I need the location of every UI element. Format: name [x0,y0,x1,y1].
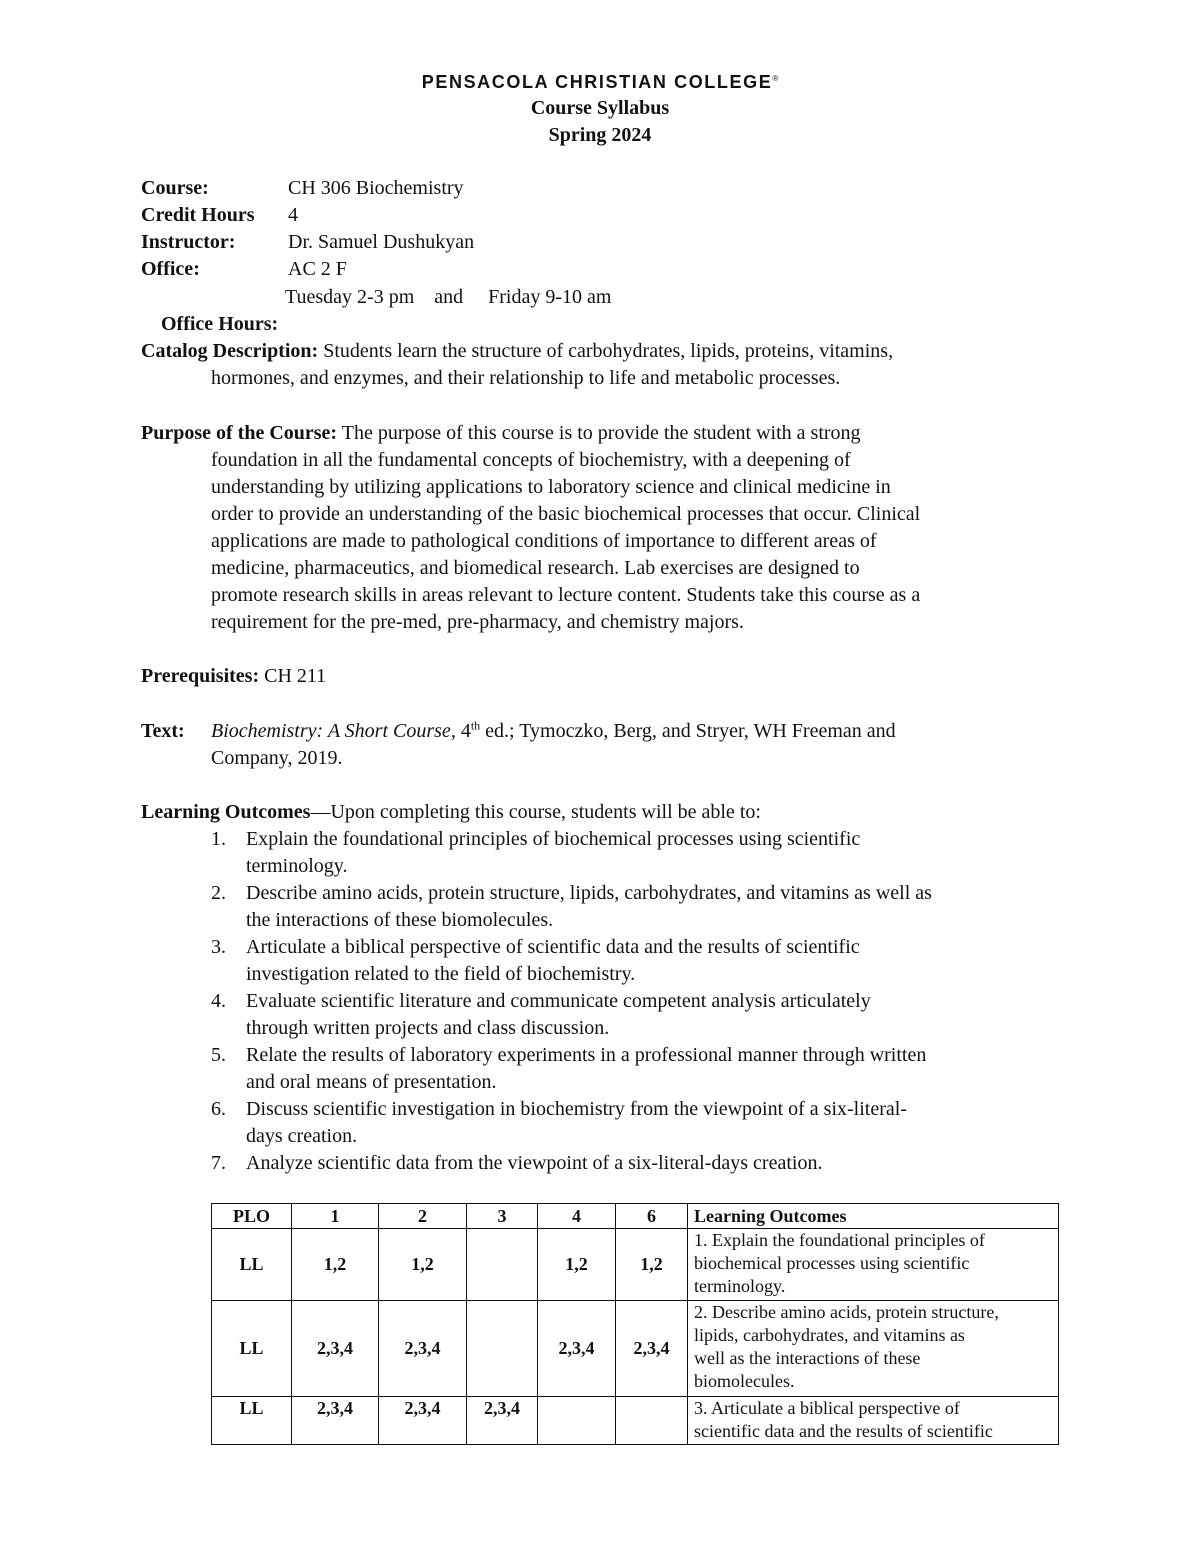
outcome-line: through written projects and class discussion. [246,1017,610,1039]
table-cell: 1,2 [538,1229,616,1301]
textbook-title: Biochemistry: A Short Course [211,720,451,742]
info-label: Office Hours: [161,313,279,335]
table-row [212,1301,1059,1397]
outcome-number: 7. [211,1152,226,1174]
textbook-edition-suffix: th [470,718,481,733]
table-cell [467,1229,538,1301]
table-header-row [212,1204,1059,1229]
outcome-line: days creation. [246,1125,358,1147]
doc-title: Course Syllabus [530,97,670,119]
textbook [141,718,1056,769]
outcome-line: 3. Articulate a biblical perspective of [694,1398,960,1418]
outcome-line: scientific data and the results of scientific [694,1421,993,1441]
catalog-line-1: Students learn the structure of carbohydrates, lipids, proteins, vitamins, [318,340,894,362]
college-logo [0,68,1200,93]
list-item [211,934,1061,988]
table-cell-outcome [688,1301,1059,1397]
purpose-line: order to provide an understanding of the basic biochemical processes that occur. Clinical [211,503,921,525]
text-label: Text: [141,720,185,742]
table-cell-outcome [688,1397,1059,1445]
textbook-year: Company, 2019. [211,747,343,769]
outcome-line: 1. Explain the foundational principles of [694,1230,985,1250]
outcome-line: Analyze scientific data from the viewpoint of a six-literal-days creation. [246,1152,823,1174]
table-row [212,1397,1059,1445]
table-header: 3 [467,1204,538,1229]
list-item [211,1150,1061,1177]
table-cell: 2,3,4 [292,1301,379,1397]
info-value: CH 306 Biochemistry [288,177,464,199]
outcomes-intro: —Upon completing this course, students will be able to: [310,801,761,823]
outcome-line: the interactions of these biomolecules. [246,909,554,931]
list-item [211,826,1061,880]
outcome-line: biochemical processes using scientific [694,1253,970,1273]
info-instructor [141,229,475,256]
outcome-number: 1. [211,828,226,850]
outcome-line: Discuss scientific investigation in biochemistry from the viewpoint of a six-literal- [246,1098,907,1120]
purpose-line-1: The purpose of this course is to provide the student with a strong [337,422,861,444]
outcome-number: 6. [211,1098,226,1120]
table-cell: 2,3,4 [379,1301,467,1397]
table-cell: 2,3,4 [379,1397,467,1445]
catalog-label: Catalog Description: [141,340,319,362]
outcome-line: biomolecules. [694,1371,795,1391]
catalog-line-2: hormones, and enzymes, and their relationship to life and metabolic processes. [211,367,841,389]
table-cell: 1,2 [616,1229,688,1301]
purpose-label: Purpose of the Course: [141,422,338,444]
registered-mark: ® [772,74,779,83]
table-header: 2 [379,1204,467,1229]
table-cell: LL [212,1397,292,1445]
purpose-line: requirement for the pre-med, pre-pharmacy, and chemistry majors. [211,611,744,633]
outcome-line: 2. Describe amino acids, protein structure, [694,1302,999,1322]
outcomes-label: Learning Outcomes [141,801,311,823]
info-course [141,175,464,202]
list-item [211,1096,1061,1150]
term-title: Spring 2024 [548,124,652,146]
prerequisites-label: Prerequisites: [141,665,260,687]
outcome-line: Evaluate scientific literature and communicate competent analysis articulately [246,990,871,1012]
outcome-number: 5. [211,1044,226,1066]
outcome-line: investigation related to the field of biochemistry. [246,963,636,985]
purpose-line: foundation in all the fundamental concepts of biochemistry, with a deepening of [211,449,851,471]
info-value: Dr. Samuel Dushukyan [288,231,475,253]
college-name: PENSACOLA CHRISTIAN COLLEGE [421,72,773,92]
purpose-line: understanding by utilizing applications to laboratory science and clinical medicine in [211,476,891,498]
table-cell: 2,3,4 [538,1301,616,1397]
table-cell-outcome [688,1229,1059,1301]
outcome-line: Articulate a biblical perspective of scientific data and the results of scientific [246,936,860,958]
outcome-line: lipids, carbohydrates, and vitamins as [694,1325,965,1345]
table-cell [538,1397,616,1445]
info-label: Office: [141,258,200,280]
info-credit-hours [141,202,298,229]
table-cell: LL [212,1229,292,1301]
textbook-publisher: ed.; Tymoczko, Berg, and Stryer, WH Freeman and [480,720,896,742]
info-label: Instructor: [141,231,236,253]
learning-outcomes-heading [141,799,1056,826]
table-row [212,1229,1059,1301]
outcome-line: Describe amino acids, protein structure, lipids, carbohydrates, and vitamins as well as [246,882,932,904]
outcome-number: 2. [211,882,226,904]
prerequisites [141,663,1056,690]
info-value: 4 [288,204,298,226]
list-item [211,880,1061,934]
info-label: Course: [141,177,209,199]
learning-outcomes-list [211,826,1061,1177]
prerequisites-value: CH 211 [259,665,327,687]
outcome-line: terminology. [694,1276,786,1296]
info-value: Tuesday 2-3 pm and Friday 9-10 am [285,286,612,308]
table-cell: 2,3,4 [292,1397,379,1445]
info-value: AC 2 F [288,258,347,280]
table-cell: 2,3,4 [616,1301,688,1397]
table-cell: 2,3,4 [467,1397,538,1445]
info-label: Credit Hours [141,204,255,226]
list-item [211,1042,1061,1096]
table-cell: LL [212,1301,292,1397]
list-item [211,988,1061,1042]
outcome-number: 3. [211,936,226,958]
table-cell: 1,2 [292,1229,379,1301]
table-header: Learning Outcomes [688,1204,1059,1229]
outcome-line: terminology. [246,855,348,877]
purpose-line: promote research skills in areas relevant to lecture content. Students take this course as a [211,584,921,606]
outcome-number: 4. [211,990,226,1012]
purpose-line: applications are made to pathological conditions of importance to different areas of [211,530,877,552]
outcome-line: Explain the foundational principles of biochemical processes using scientific [246,828,861,850]
table-header: 4 [538,1204,616,1229]
outcome-line: well as the interactions of these [694,1348,921,1368]
table-cell: 1,2 [379,1229,467,1301]
table-header: 6 [616,1204,688,1229]
table-header: PLO [212,1204,292,1229]
table-header: 1 [292,1204,379,1229]
table-cell [467,1301,538,1397]
textbook-edition: , 4 [450,720,471,742]
info-office [141,256,347,283]
purpose-line: medicine, pharmaceutics, and biomedical research. Lab exercises are designed to [211,557,860,579]
catalog-description [141,338,1056,392]
outcome-line: and oral means of presentation. [246,1071,497,1093]
outcome-line: Relate the results of laboratory experiments in a professional manner through written [246,1044,927,1066]
table-cell [616,1397,688,1445]
purpose-of-course [141,420,1056,636]
plo-table [211,1203,1059,1445]
